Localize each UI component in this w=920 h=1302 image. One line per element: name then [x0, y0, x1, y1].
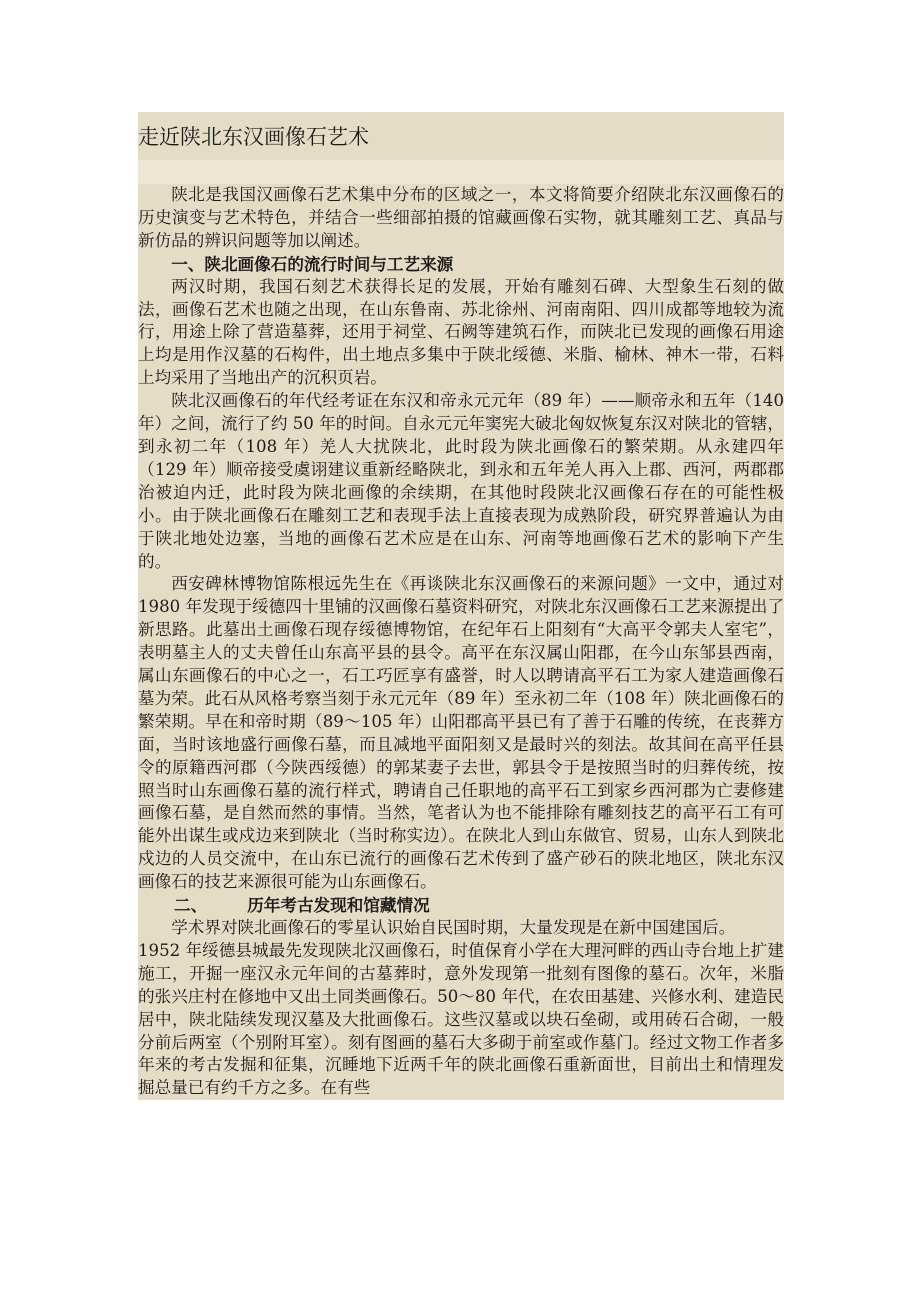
section-1-paragraph-2: 陕北汉画像石的年代经考证在东汉和帝永元元年（89 年）——顺帝永和五年（140 年）之间，流行了约 50 年的时间。自永元元年窦宪大破北匈奴恢复东汉对陕北的管辖，到永初二年（108 年）羌人大扰陕北，此时段为陕北画像石的繁荣期。从永建四年（129 年）顺帝接受虞诩建议重新经略陕北，到永和五年羌人再入上郡、西河，两郡郡治被迫内迁，此时段为陕北画像的余续期，在其他时段陕北汉画像石存在的可能性极小。由于陕北画像石在雕刻工艺和表现手法上直接表现为成熟阶段，研究界普遍认为由于陕北地处边塞，当地的画像石艺术应是在山东、河南等地画像石艺术的影响下产生的。	[138, 391, 784, 571]
document	[138, 112, 784, 1100]
section-2-paragraph-1-line-1: 学术界对陕北画像石的零星认识始自民国时期，大量发现是在新中国建国后。	[171, 918, 736, 937]
title-spacer	[138, 160, 784, 184]
section-2-heading	[138, 894, 784, 917]
section-2-number: 二、	[174, 895, 208, 916]
section-1-heading: 一、陕北画像石的流行时间与工艺来源	[171, 253, 454, 274]
section-1-paragraph-1: 两汉时期，我国石刻艺术获得长足的发展，开始有雕刻石碑、大型象生石刻的做法，画像石艺术也随之出现，在山东鲁南、苏北徐州、河南南阳、四川成都等地较为流行，用途上除了营造墓葬，还用于祠堂、石阙等建筑石作，而陕北已发现的画像石用途上均是用作汉墓的石构件，出土地点多集中于陕北绥德、米脂、榆林、神木一带，石料上均采用了当地出产的沉积页岩。	[138, 276, 784, 388]
intro-paragraph: 陕北是我国汉画像石艺术集中分布的区域之一，本文将简要介绍陕北东汉画像石的历史演变与艺术特色，并结合一些细部拍摄的馆藏画像石实物，就其雕刻工艺、真品与新仿品的辨识问题等加以阐述。	[138, 185, 784, 250]
document-title: 走近陕北东汉画像石艺术	[138, 112, 784, 160]
section-2-paragraph-1: 1952 年绥德县城最先发现陕北汉画像石，时值保育小学在大理河畔的西山寺台地上扩建施工，开掘一座汉永元年间的古墓葬时，意外发现第一批刻有图像的墓石。次年，米脂的张兴庄村在修地中又出土同类画像石。50～80 年代，在农田基建、兴修水利、建造民居中，陕北陆续发现汉墓及大批画像石。这些汉墓或以块石垒砌，或用砖石合砌，一般分前后两室（个别附耳室）。刻有图画的墓石大多砌于前室或作墓门。经过文物工作者多年来的考古发掘和征集，沉睡地下近两千年的陕北画像石重新面世，目前出土和情理发掘总量已有约千方之多。在有些	[138, 940, 784, 1098]
section-2-title: 历年考古发现和馆藏情况	[247, 895, 430, 916]
document-body	[138, 184, 784, 1100]
section-1-paragraph-3: 西安碑林博物馆陈根远先生在《再谈陕北东汉画像石的来源问题》一文中，通过对 1980 年发现于绥德四十里铺的汉画像石墓资料研究，对陕北东汉画像石工艺来源提出了新思路。此墓出土画像石现存绥德博物馆，在纪年石上阳刻有“大高平令郭夫人室宅”，表明墓主人的丈夫曾任山东高平县的县令。高平在东汉属山阳郡，在今山东邹县西南，属山东画像石的中心之一，石工巧匠享有盛誉，时人以聘请高平石工为家人建造画像石墓为荣。此石从风格考察当刻于永元元年（89 年）至永初二年（108 年）陕北画像石的繁荣期。早在和帝时期（89～105 年）山阳郡高平县已有了善于石雕的传统，在丧葬方面，当时该地盛行画像石墓，而且减地平面阳刻又是最时兴的刻法。故其间在高平任县令的原籍西河郡（今陕西绥德）的郭某妻子去世，郭县令于是按照当时的归葬传统，按照当时山东画像石墓的流行样式，聘请自己任职地的高平石工到家乡西河郡为亡妻修建画像石墓，是自然而然的事情。当然，笔者认为也不能排除有雕刻技艺的高平石工有可能外出谋生或戍边来到陕北（当时称实边）。在陕北人到山东做官、贸易，山东人到陕北戍边的人员交流中，在山东已流行的画像石艺术传到了盛产砂石的陕北地区，陕北东汉画像石的技艺来源很可能为山东画像石。	[138, 574, 784, 892]
